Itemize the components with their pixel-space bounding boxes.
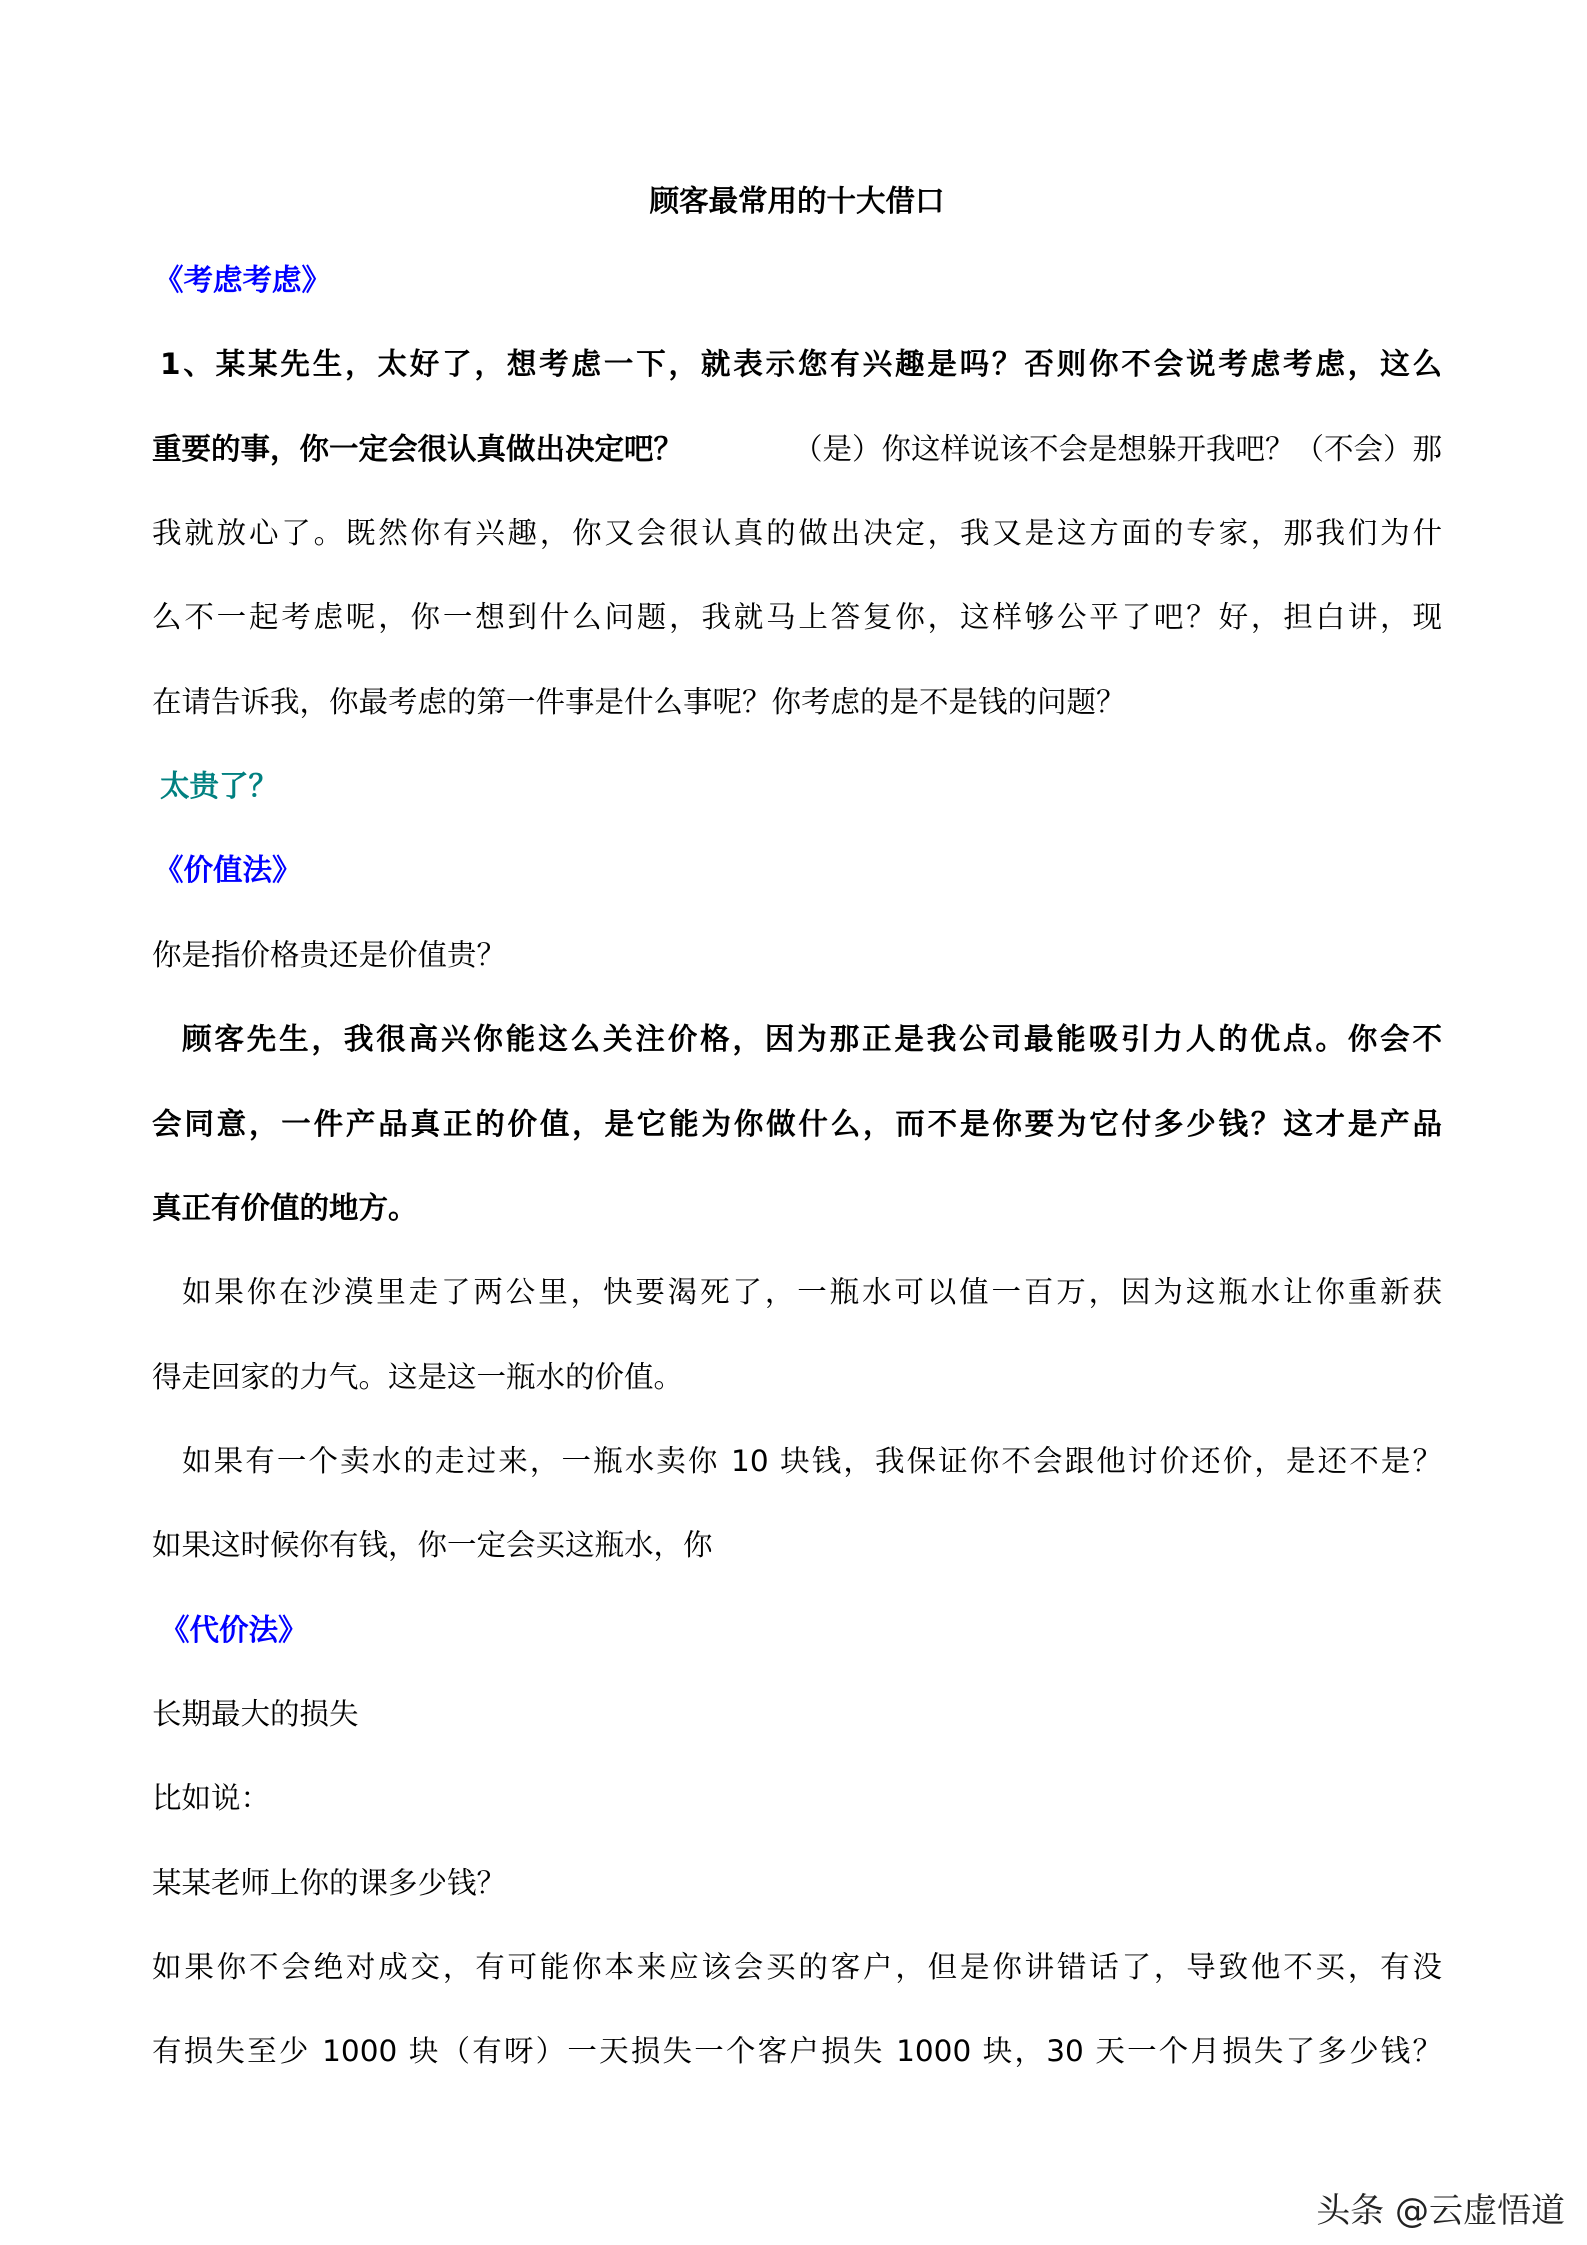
normal-text: （是）你这样说该不会是想躲开我吧？（不会）那 [792, 432, 1442, 466]
paragraph-line: 如果你不会绝对成交，有可能你本来应该会买的客户，但是你讲错话了，导致他不买，有没 [152, 1950, 1442, 1984]
paragraph-line: 有损失至少 1000 块（有呀）一天损失一个客户损失 1000 块，30 天一个月损失了多少钱？ [152, 2034, 1442, 2068]
section-heading-jiazhi: 《价值法》 [154, 853, 302, 887]
paragraph-line: 在请告诉我，你最考虑的第一件事是什么事呢？你考虑的是不是钱的问题？ [152, 685, 1126, 719]
paragraph-line: 会同意，一件产品真正的价值，是它能为你做什么，而不是你要为它付多少钱？这才是产品 [152, 1107, 1442, 1141]
paragraph-line: 我就放心了。既然你有兴趣，你又会很认真的做出决定，我又是这方面的专家，那我们为什 [152, 516, 1442, 550]
paragraph-line: 某某老师上你的课多少钱？ [152, 1866, 507, 1900]
paragraph-line: 得走回家的力气。这是这一瓶水的价值。 [152, 1360, 684, 1394]
paragraph-line: 1、某某先生，太好了，想考虑一下，就表示您有兴趣是吗？否则你不会说考虑考虑，这么 [160, 347, 1442, 381]
paragraph-line [152, 431, 1442, 467]
bold-text: 重要的事，你一定会很认真做出决定吧？ [152, 432, 684, 466]
paragraph-line: 如果有一个卖水的走过来，一瓶水卖你 10 块钱，我保证你不会跟他讨价还价，是还不是？ [182, 1444, 1442, 1478]
paragraph-line: 比如说： [152, 1781, 271, 1815]
section-heading-daijia: 《代价法》 [160, 1613, 308, 1647]
paragraph-line: 如果你在沙漠里走了两公里，快要渴死了，一瓶水可以值一百万，因为这瓶水让你重新获 [182, 1275, 1442, 1309]
section-heading-kaolv: 《考虑考虑》 [154, 263, 332, 297]
paragraph-line: 顾客先生，我很高兴你能这么关注价格，因为那正是我公司最能吸引力人的优点。你会不 [182, 1022, 1442, 1056]
section-heading-taigui: 太贵了？ [160, 769, 279, 803]
paragraph-line: 如果这时候你有钱，你一定会买这瓶水，你 [152, 1528, 713, 1562]
paragraph-line: 真正有价值的地方。 [152, 1191, 418, 1225]
paragraph-line: 你是指价格贵还是价值贵？ [152, 938, 507, 972]
watermark: 头条 @云虚悟道 [1316, 2191, 1565, 2231]
document-title: 顾客最常用的十大借口 [649, 184, 945, 218]
paragraph-line: 长期最大的损失 [152, 1697, 359, 1731]
paragraph-line: 么不一起考虑呢，你一想到什么问题，我就马上答复你，这样够公平了吧？好，担白讲，现 [152, 600, 1442, 634]
